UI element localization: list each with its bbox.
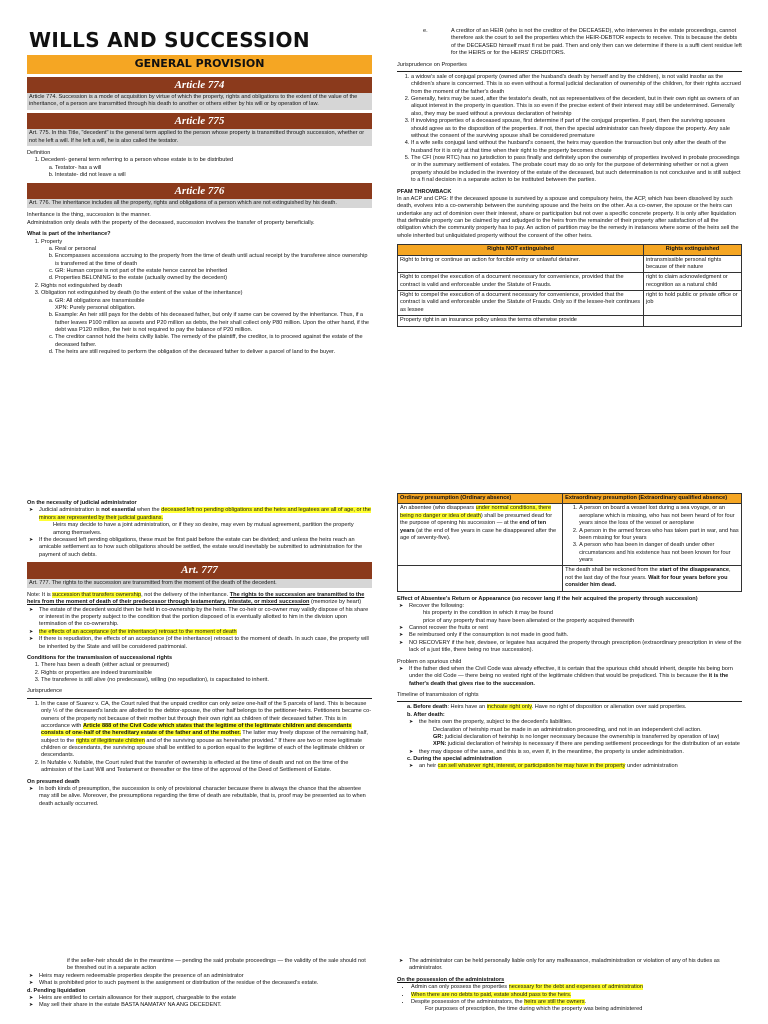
bottom-left-list (27, 973, 372, 988)
list-item: ➤ they may dispose of the same, and this is so, even if, in the meantime, the property is under administration. (419, 749, 742, 756)
section-heading: Conditions for the transmission of successional rights (27, 654, 173, 661)
list-item: d. Properties BELONING to the estate (actually owned by the decedent) (55, 275, 372, 282)
list-item: ➤ The administrator can be held personally liable only for any malfeasance, maladministration or violation of any of his duties as administrator. (409, 958, 742, 973)
sub-item: Declaration of heirship must be made in an administration proceeding, and not in an independent civil action. (433, 726, 702, 733)
spurious-list (397, 666, 742, 688)
sub-item: Heirs may decide to have a joint administration, or if they so desire, may even by mutual agreement, partition the property among themselves. (53, 522, 354, 536)
article-775-heading: Article 775 (27, 113, 372, 130)
table-header: Extraordinary presumption (Extraordinary qualified absence) (563, 494, 742, 504)
conditions-list (27, 662, 372, 684)
list-item: 3. The transferee is still alive (no predecease), willing (no repudiation), is capacitated to inherit. (41, 677, 372, 684)
list-item: ➤ Be reimbursed only if the consumption is not made in good faith. (409, 632, 742, 639)
section-heading: What is part of the inheritance? (27, 231, 111, 238)
table-row: Right to bring or continue an action for forcible entry or unlawful detainer. intransmissible personal rights because of their nature (398, 255, 742, 273)
section-heading: Effect of Absentee's Return or Appearance (so recover lang if the heir acquired the property through succession) (397, 595, 698, 602)
list-item: 2. Rights not extinguished by death (41, 283, 372, 290)
pending-liquidation-list (27, 995, 372, 1010)
list-item: ➤ In both kinds of presumption, the succession is only of provisional character because there is always the chance that the absentee may still be alive. Moreover, the presumptions regarding the time of death are rebuttable, that is, proof may be presented as to when death actually occurred. (39, 786, 372, 808)
list-item: • Admin can only possess the properties necessary for the debt and expenses of administration (411, 984, 742, 991)
right-column (397, 28, 742, 327)
list-item: 5. The CFI (now RTC) has no jurisdiction to pass finally and definitely upon the ownership of properties involved in probate proceedings or in the summary settlement of estates. The probate court may do so only for the purpose of determining whether or not a given property should be included in the inventory of the estate of the deceased, but such determination is not conclusive and is still subject to a fi nal decision in a separate action to be instituted between the parties. (411, 155, 742, 185)
list-item: b. After death: (407, 711, 445, 718)
list-item: c. GR: Human corpse is not part of the estate hence cannot be inherited (55, 268, 372, 275)
presumed-death-list (27, 786, 372, 808)
list-item: ➤ Heirs are entitled to certain allowance for their support, chargeable to the estate (39, 995, 372, 1002)
table-header: Rights extinguished (644, 245, 742, 255)
article-775-text: Art. 775. In this Title, "decedent" is the general term applied to the person whose property is transmitted through succession, whether or not he left a will. If he left a will, he is also called the testator. (27, 129, 372, 146)
list-item: ➤ NO RECOVERY if the heir, devisee, or legatee has acquired the property through prescription (extraordinary prescription in view of the lack of a just title, there being no true succession). (409, 640, 742, 655)
judicial-admin-list (27, 507, 372, 559)
sub-item: his property in the condition in which it may be found (423, 610, 553, 617)
list-item: ➤ Heirs may redeem redeemable properties despite the presence of an administrator (39, 973, 372, 980)
sub-item: if the seller-heir should die in the meantime — pending the said probate proceedings — the validity of the sale should not be threshed out in a separate action (67, 958, 366, 972)
list-item: 1. A person on board a vessel lost during a sea voyage, or an aeroplane which is missing, who has not been heard of for four years since the loss of the vessel or aeroplane (579, 505, 739, 527)
left-column-lower (27, 500, 372, 808)
table-header: Rights NOT extinguished (398, 245, 644, 255)
article-774-heading: Article 774 (27, 77, 372, 94)
sub-item: price of any property that may have been alienated or the property acquired therewith (423, 617, 635, 624)
article-777-heading: Art. 777 (27, 562, 372, 579)
item-e: e. A creditor of an HEIR (who is not the creditor of the DECEASED), who intervenes in the estate proceedings, cannot therefore ask the court to sell the properties which the HEIR-DEBTOR expects to receive. This is because the debts of the DECEASED himself must fi rst be paid. Then and only then can we determine if there is a suffi cient residue left for the HEIRS or for the HEIRS' CREDITORS. (423, 28, 742, 57)
general-provision-heading: GENERAL PROVISION (27, 55, 372, 74)
table-row: Property right in an insurance policy unless the terms otherwise provide (398, 316, 742, 326)
note-paragraph: Note: It is succession that transfers ownership, not the delivery of the inheritance. The rights to the succession are transmitted to the heirs from the moment of death of their predecessor through testamentary, intestate, or mixed succession (memorize by heart) (27, 591, 365, 606)
list-item: ➤ Cannot recover the fruits or rent (409, 625, 742, 632)
list-item: ➤ the heirs own the property, subject to the decedent's liabilities. Declaration of heirship must be made in an administration proceeding, and not in an independent civil action. GR: judicial declaration of heirship is no longer necessary because the ownership is transferred by operation of law) XPN: judicial declaration of heirship is necessary if there are pending settlement proceedings for the distribution of an estate (419, 719, 742, 749)
list-item: ➤ What is prohibited prior to such payment is the assignment or distribution of the residue of the deceased's estate. (39, 980, 372, 987)
section-heading: On presumed death (27, 778, 80, 785)
possession-list (397, 984, 742, 1014)
list-item: 4. If a wife sells conjugal land without the husband's consent, the heirs may question the transaction but only after the death of the husband for it is only at that time when their right to the property becomes choate (411, 140, 742, 155)
jurisprudence-list (27, 701, 372, 775)
list-item: ➤ The estate of the decedent would then be held in co-ownership by the heirs. The co-heir or co-owner may validly dispose of his share or interest in the property subject to the condition that the portion disposed of is eventually allotted to him in the division upon termination of the co-ownership. (39, 607, 372, 629)
sub-item: For purposes of prescription, the time during which the property was being administered (425, 1006, 643, 1013)
list-item: a. Real or personal (55, 246, 372, 253)
sub-item: XPN: judicial declaration of heirship is necessary if there are pending settlement proceedings for the distribution of an estate (433, 741, 740, 748)
list-item: ➤ the effects of an acceptance (of the inheritance) retroact to the moment of death (39, 629, 372, 636)
list-item: ➤ May sell their share in the estate BASTA NAMATAY NA ANG DECEDENT. (39, 1002, 372, 1009)
list-item: 2. Generally, heirs may be sued, after the testator's death, not as representatives of the decedent, but in their own right as owners of an aliquot interest in the property in question. This is so even if the precise extent of their interest may still be undetermined. Generally also, they may be sued without a previous declaration of heirship (411, 96, 742, 118)
list-item: 1. In the case of Suarez v. CA, the Court ruled that the unpaid creditor can only seize one-half of the 5 parcels of land. This is because only ½ of the deceased's lands are allotted to the debtor-spouse, the other half belongs to the petitioner-heirs. Petitioners became co-owners of the property not because of their mother but through their own right as children of their deceased father. This is in accordance with Article 888 of the Civil Code which states that the legitime of the legitimate children and descendants consists of one-half of the hereditary estate of the father and of the mother. The latter may freely dispose of the remaining half, subject to the rights of illegitimate children and of the surviving spouse as hereinafter provided." If there are two or more legitimate children or descendants, the surviving spouse shall be entitled to a portion equal to the legitime of each of the legitimate children or descendants. (41, 701, 372, 760)
list-item: b. Intestate- did not leave a will (55, 172, 372, 179)
list-item: c. During the special administration (407, 756, 502, 762)
article-776-text: Art. 776. The inheritance includes all the property, rights and obligations of a person which are not extinguished by his death. (27, 199, 372, 208)
list-item: • When there are no debts to paid, estate should pass to the heirs. (411, 992, 742, 999)
left-column (27, 30, 372, 357)
timeline-label: Timeline of transmission of rights (397, 692, 479, 698)
jurisprudence-label: Jurisprudence on Properties (397, 61, 467, 68)
table-row: Right to compel the execution of a document necessary for convenience, provided that the contract is valid and enforceable under the Statute of Frauds. Only so if the lessee-heir continues as lessee right to hold public or private office or job (398, 291, 742, 316)
list-item: 3. A person who has been in danger of death under other circumstances and his existence has not been known for four years (579, 542, 739, 564)
list-item: a. GR: All obligations are transmissible XPN: Purely personal obligation. (55, 298, 372, 313)
list-item: • Despite possession of the administrators, the heirs are still the owners. For purposes of prescription, the time during which the property was being administered (411, 999, 742, 1014)
definition-label: Definition (27, 150, 51, 157)
jurisprudence-properties-list (397, 74, 742, 185)
list-item: 3. If involving properties of a deceased spouse, first determine if part of the conjugal properties. If part, then the surviving spouses should agree as to the disposition of the properties. If not, then the special administrator can freely dispose the property. Any sale without the consent of the surviving spouse shall be considered premature (411, 118, 742, 140)
table-row: Right to compel the execution of a document necessary for convenience, provided that the contract is valid and enforceable under the Statute of Frauds. right to claim acknowledgment or recognition as a natural child (398, 273, 742, 291)
table-row: An absentee (who disappears under normal conditions, there being no danger or idea of death) shall be presumed dead for the purpose of opening his succession — at the end of ten years (at the end of five years in case he disappeared after the age of seventy-five). 1. A person on board a vessel lost during a sea voyage, or an aeroplane which is missing, who has not been heard of for four years since the loss of the vessel or aeroplane 2. A person in the armed forces who has taken part in war, and has been missing for four years 3. A person who has been in danger of death under other circumstances and his existence has not been known for four years (398, 504, 742, 566)
section-heading: PFAM THROWBACK (397, 188, 452, 195)
list-item: d. The heirs are still required to perform the obligation of the deceased father to deliver a parcel of land to the buyer. (55, 349, 372, 356)
timeline-list (397, 704, 742, 770)
inheritance-list (27, 239, 372, 357)
list-item: 1. a widow's sale of conjugal property (owned after the husband's death by herself and by the children), is not valid insofar as the children's share is concerned. This is so even without a formal judicial declaration of ownership of the children, for their rights accrued from the moment of the father's death (411, 74, 742, 96)
definition-list (27, 157, 372, 179)
list-item: b. Encompasses accessions accruing to the property from the time of death until actual receipt by the transferee since ownership is transferred at the time of death (55, 253, 372, 268)
article-774-text: Article 774. Succession is a mode of acquisition by virtue of which the property, rights and obligations to the extent of the value of the inheritance, of a person are transmitted through his death to another or others either by his will or by operation of law. (27, 93, 372, 110)
paragraph: Inheritance is the thing, succession is the manner. (27, 212, 151, 219)
absentee-list (397, 603, 742, 655)
list-item: 1. Property a. Real or personal b. Encompasses accessions accruing to the property from the time of death until actual receipt by the transferee since ownership is transferred at the time of death c. GR: Human corpse is not part of the estate hence cannot be inherited d. Properties BELONING to the estate (actually owned by the decedent) (41, 239, 372, 283)
right-column-lower (397, 493, 742, 771)
sub-item: GR: judicial declaration of heirship is no longer necessary because the ownership is transferred by operation of law) (433, 733, 720, 740)
presumption-table (397, 493, 742, 592)
jurisprudence-label: Jurisprudence (27, 688, 63, 695)
article-777-text: Art. 777. The rights to the succession are transmitted from the moment of the death of the decedent. (27, 579, 372, 588)
table-row: The death shall be reckoned from the start of the disappearance, not the last day of the four years. Wait for four years before you consider him dead. (398, 566, 742, 591)
list-item: ➤ Judicial administration is not essential when the deceased left no pending obligations and the heirs and legatees are all of age, or the minors are represented by their judicial guardians. Heirs may decide to have a joint administration, or if they so desire, may even by mutual agreement, partition the property among themselves. (39, 507, 372, 537)
list-item: 1. There has been a death (either actual or presumed) (41, 662, 372, 669)
list-item: a. Testator- has a will (55, 165, 372, 172)
page-title: WILLS AND SUCCESSION (29, 28, 310, 52)
section-heading: On the necessity of judicial administrator (27, 500, 137, 506)
left-column-bottom (27, 958, 372, 1010)
spurious-label: Problem on spurious child (397, 658, 462, 665)
section-heading: On the possession of the administrators (397, 976, 505, 983)
article-777-list (27, 607, 372, 651)
list-item: ➤ If the deceased left pending obligations, these must be first paid before the estate can be divided; and unless the heirs reach an amicable settlement as to how such obligations should be settled, the estate would inevitably be submitted to administration for the payment of such debts. (39, 537, 372, 559)
list-item: ➤ an heir can sell whatever right, interest, or participation he may have in the property under administration (419, 763, 742, 770)
list-item: 2. Rights or properties are indeed transmissible (41, 670, 372, 677)
list-item: ➤ If there is repudiation, the effects of an acceptance (of the inheritance) retroact to the moment of death. In such case, the property will be inherited by the State and will be considered patrimonial. (39, 636, 372, 651)
list-item: c. The creditor cannot hold the heirs civilly liable. The remedy of the plaintiff, the creditor, is to proceed against the estate of the deceased father. (55, 334, 372, 349)
table-header: Ordinary presumption (Ordinary absence) (398, 494, 563, 504)
extraordinary-list (565, 505, 739, 564)
list-item: b. Example: An heir still pays for the debts of his deceased father, but only if same can be covered by the inheritance. Thus, if a father leaves P100 million as assets and P20 million as debts, the heir shall collect only P80 million. Upon the other hand, if the debt was P120 million, the heir is not required to pay the balance of P20 million. (55, 312, 372, 334)
list-item: 1. Decedent- general term referring to a person whose estate is to be distributed a. Testator- has a will b. Intestate- did not leave a will (41, 157, 372, 179)
list-item: ➤ Recover the following: his property in the condition in which it may be found price of any property that may have been alienated or the property acquired therewith (409, 603, 742, 625)
list-item: 3. Obligation not extinguished by death (to the extent of the value of the inheritance) a. GR: All obligations are transmissible XPN: Purely personal obligation. b. Example: An heir still pays for the debts of his deceased father, but only if same can be covered by the inheritance. Thus, if a father leaves P100 million as assets and P20 million as debts, the heir shall collect only P80 million. Upon the other hand, if the debt was P120 million, the heir is not required to pay the balance of P20 million. c. The creditor cannot hold the heirs civilly liable. The remedy of the plaintiff, the creditor, is to proceed against the estate of the deceased father. d. The heirs are still required to perform the obligation of the deceased father to deliver a parcel of land to the buyer. (41, 290, 372, 356)
paragraph: Administration only deals with the property of the deceased, succession involves the transfer of property beneficially. (27, 219, 315, 226)
list-item: 2. In Nufable v. Nufable, the Court ruled that the transfer of ownership is effected at the time of death and not on the time of the admission of the Last Will and Testament or thereafter or the time of the approval of the Deed of Settlement of Estate. (41, 760, 372, 775)
paragraph: In an ACP and CPG: If the deceased spouse is survived by a spouse and compulsory heirs, the ACP, which has been dissolved by such death, evolves into a co-ownership between the surviving spouse and the heirs on the other. As a co-owner, the spouse or the heirs can undertake any act of dominion over their interest, share or participation but not over a specific concrete property. It is only after liquidation that definable property can be claimed by and adjudged to the heirs from the remainder of their property after satisfaction of all the obligation which the community property has to pay. An action of partition may be the remedy in instances where some of the heirs sell the whole inherited but unliquidated property without the consent of the other heirs. (397, 195, 739, 239)
rights-table (397, 244, 742, 326)
section-heading: d. Pending liquidation (27, 987, 86, 994)
right-column-bottom (397, 958, 742, 1014)
list-item: a. Before death: Heirs have an inchoate right only. Have no right of disposition or alienation over said properties. (407, 704, 687, 711)
list-item: 2. A person in the armed forces who has taken part in war, and has been missing for four years (579, 528, 739, 543)
list-item: ➤ If the father died when the Civil Code was already effective, it is certain that the spurious child should inherit, despite his being born under the old Code — there being no vested right of the legitimate children that would be prejudiced. This is because the it is the father's death that gives rise to the succession. (409, 666, 742, 688)
article-776-heading: Article 776 (27, 183, 372, 200)
